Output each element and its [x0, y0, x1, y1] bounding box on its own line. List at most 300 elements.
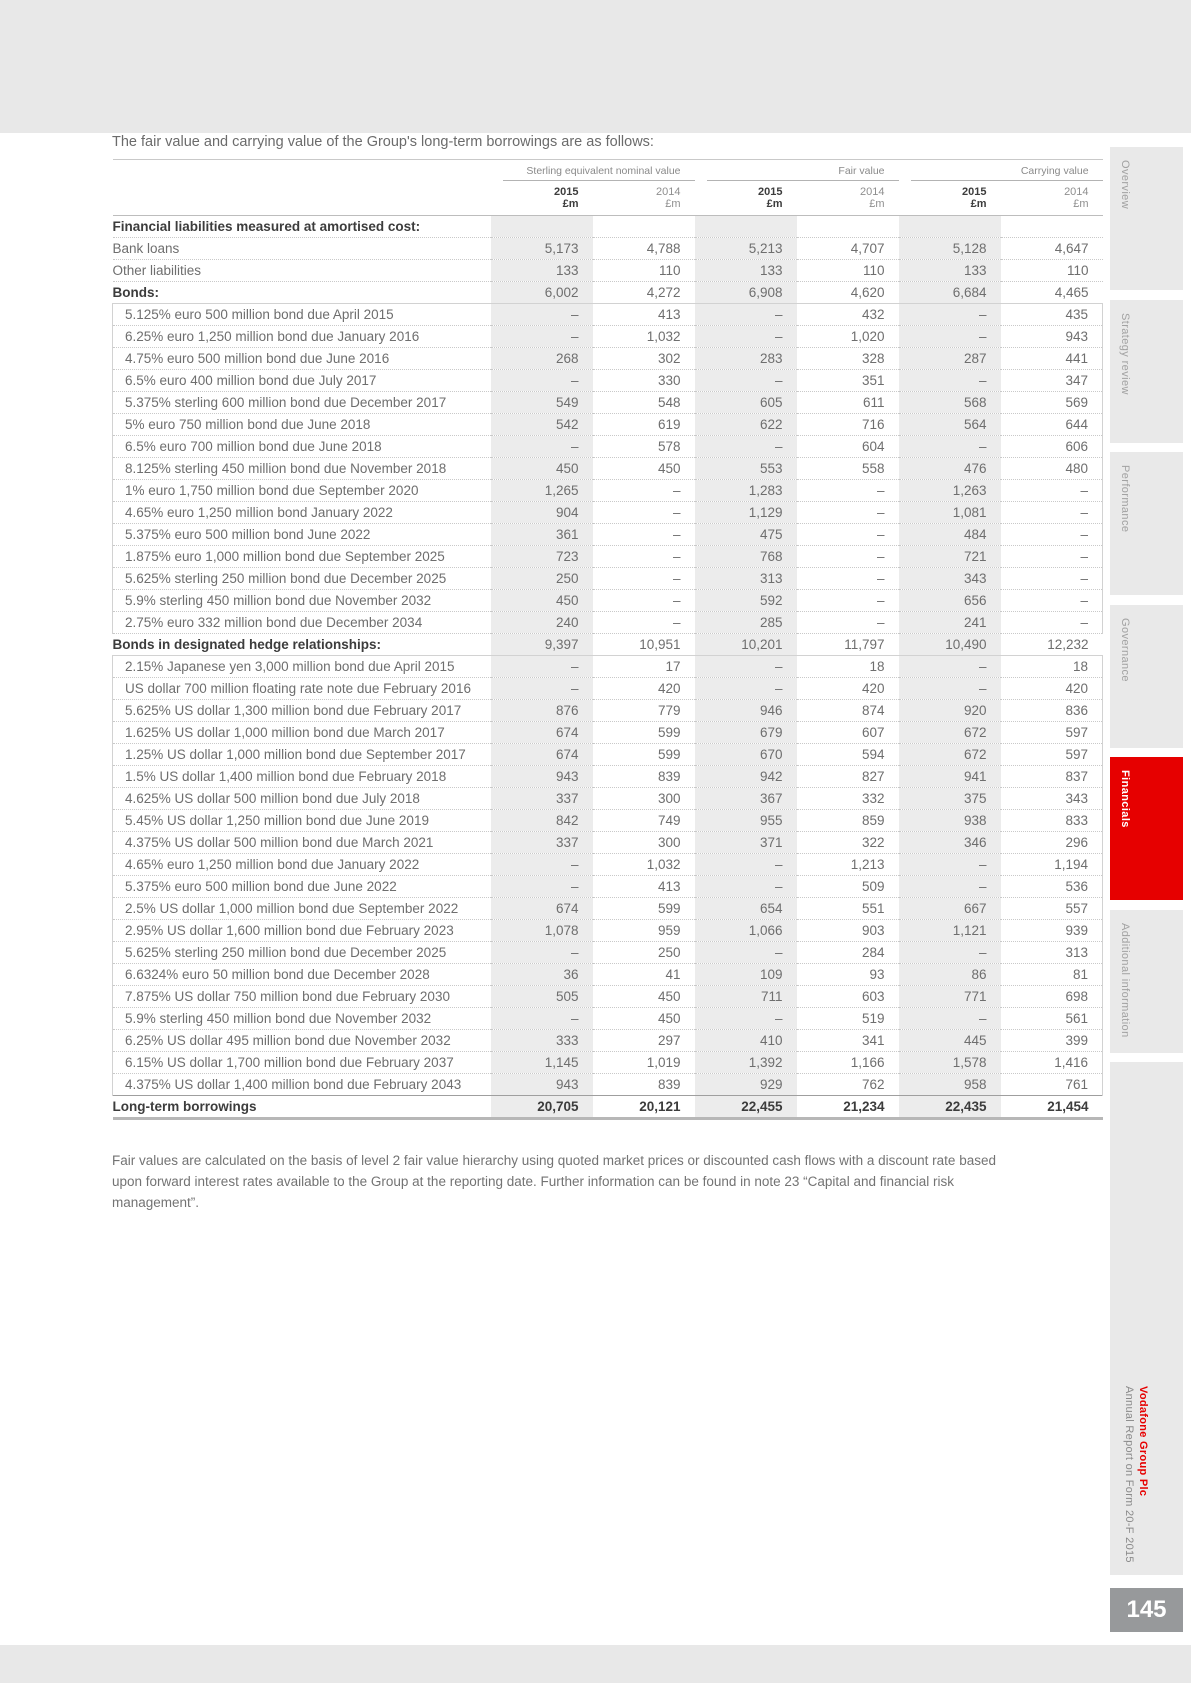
row-value: –: [695, 436, 797, 458]
row-value: 578: [593, 436, 695, 458]
row-value: 297: [593, 1030, 695, 1052]
table-row: [113, 722, 1103, 744]
row-value: 337: [491, 788, 593, 810]
row-value: [593, 216, 695, 238]
row-value: 296: [1001, 832, 1103, 854]
row-value: –: [1001, 502, 1103, 524]
row-value: –: [593, 612, 695, 634]
row-value: –: [1001, 612, 1103, 634]
row-value: 110: [797, 260, 899, 282]
year-header: 2014: [1064, 186, 1089, 198]
row-value: 1,578: [899, 1052, 1001, 1074]
row-value: 558: [797, 458, 899, 480]
row-value: 656: [899, 590, 1001, 612]
row-value: 93: [797, 964, 899, 986]
table-row: [113, 348, 1103, 370]
table-row: [113, 700, 1103, 722]
row-value: 21,454: [1001, 1096, 1103, 1119]
brand-report-title: Annual Report on Form 20-F 2015: [1123, 1386, 1135, 1563]
table-row: [113, 854, 1103, 876]
row-value: –: [1001, 480, 1103, 502]
sidebar-tab-label: Performance: [1119, 465, 1131, 533]
row-value: 654: [695, 898, 797, 920]
row-value: 551: [797, 898, 899, 920]
row-value: 133: [899, 260, 1001, 282]
row-value: 779: [593, 700, 695, 722]
row-value: 1,121: [899, 920, 1001, 942]
row-value: 36: [491, 964, 593, 986]
row-value: 939: [1001, 920, 1103, 942]
row-value: 413: [593, 304, 695, 326]
table-row: [113, 920, 1103, 942]
row-value: 4,788: [593, 238, 695, 260]
row-value: –: [491, 436, 593, 458]
row-value: 1,066: [695, 920, 797, 942]
row-value: 943: [491, 766, 593, 788]
row-value: 946: [695, 700, 797, 722]
row-value: 133: [695, 260, 797, 282]
table-row: [113, 1096, 1103, 1119]
row-value: 597: [1001, 744, 1103, 766]
row-value: 604: [797, 436, 899, 458]
table-row: [113, 1008, 1103, 1030]
table-row: [113, 744, 1103, 766]
row-value: 874: [797, 700, 899, 722]
row-value: 313: [1001, 942, 1103, 964]
row-label: 5.125% euro 500 million bond due April 2015: [113, 304, 491, 326]
label-column-header: [113, 160, 491, 182]
row-value: –: [695, 876, 797, 898]
row-value: 603: [797, 986, 899, 1008]
row-value: –: [491, 326, 593, 348]
row-value: 361: [491, 524, 593, 546]
row-label: 1.5% US dollar 1,400 million bond due February 2018: [113, 766, 491, 788]
row-value: 4,272: [593, 282, 695, 304]
row-value: 716: [797, 414, 899, 436]
row-label: 1.25% US dollar 1,000 million bond due September 2017: [113, 744, 491, 766]
table-row: [113, 260, 1103, 282]
row-value: 330: [593, 370, 695, 392]
row-value: 4,707: [797, 238, 899, 260]
row-value: 476: [899, 458, 1001, 480]
row-value: 553: [695, 458, 797, 480]
row-value: 337: [491, 832, 593, 854]
row-value: 1,213: [797, 854, 899, 876]
table-row: [113, 810, 1103, 832]
row-value: –: [491, 304, 593, 326]
row-value: 723: [491, 546, 593, 568]
row-value: 86: [899, 964, 1001, 986]
row-label: 6.5% euro 700 million bond due June 2018: [113, 436, 491, 458]
row-value: –: [1001, 524, 1103, 546]
row-value: 833: [1001, 810, 1103, 832]
row-value: 250: [593, 942, 695, 964]
section-sidebar: [1110, 0, 1183, 1683]
table-row: [113, 788, 1103, 810]
row-value: 11,797: [797, 634, 899, 656]
row-label: 6.25% US dollar 495 million bond due November 2032: [113, 1030, 491, 1052]
report-branding: [1122, 1386, 1150, 1563]
row-value: –: [695, 678, 797, 700]
row-value: 250: [491, 568, 593, 590]
footnote-text: Fair values are calculated on the basis of level 2 fair value hierarchy using quoted market prices or discounted cash flows with a discount rate based upon forward interest rates available to the Group at the reporting date. Further information can be found in note 23 “Capital and financial risk management”.: [112, 1153, 996, 1210]
row-label: 7.875% US dollar 750 million bond due February 2030: [113, 986, 491, 1008]
row-value: 1,020: [797, 326, 899, 348]
row-value: 333: [491, 1030, 593, 1052]
unit-header: £m: [695, 198, 797, 216]
row-value: 240: [491, 612, 593, 634]
row-value: –: [593, 524, 695, 546]
column-group-label: Fair value: [695, 160, 899, 182]
table-row: [113, 568, 1103, 590]
table-row: [113, 304, 1103, 326]
column-group-label: Carrying value: [899, 160, 1103, 182]
row-value: 674: [491, 722, 593, 744]
table-row: [113, 766, 1103, 788]
row-label: 2.15% Japanese yen 3,000 million bond due April 2015: [113, 656, 491, 678]
row-value: 1,194: [1001, 854, 1103, 876]
row-value: –: [797, 502, 899, 524]
row-label: 5.375% euro 500 million bond June 2022: [113, 524, 491, 546]
row-value: 605: [695, 392, 797, 414]
row-value: 557: [1001, 898, 1103, 920]
row-label: 6.6324% euro 50 million bond due December 2028: [113, 964, 491, 986]
row-value: 420: [1001, 678, 1103, 700]
table-row: [113, 458, 1103, 480]
row-value: 943: [1001, 326, 1103, 348]
row-label: 5.625% sterling 250 million bond due December 2025: [113, 568, 491, 590]
table-row: [113, 436, 1103, 458]
row-value: 20,705: [491, 1096, 593, 1119]
sidebar-tab-label: Financials: [1119, 770, 1131, 828]
table-row: [113, 480, 1103, 502]
row-value: 1,032: [593, 326, 695, 348]
row-value: –: [491, 854, 593, 876]
row-value: –: [899, 678, 1001, 700]
row-value: 347: [1001, 370, 1103, 392]
row-label: 5.375% sterling 600 million bond due December 2017: [113, 392, 491, 414]
row-value: 1,166: [797, 1052, 899, 1074]
brand-company-name: Vodafone Group Plc: [1137, 1386, 1149, 1497]
row-label: 5.9% sterling 450 million bond due November 2032: [113, 1008, 491, 1030]
table-row: [113, 524, 1103, 546]
row-value: –: [797, 524, 899, 546]
row-value: 435: [1001, 304, 1103, 326]
row-value: 18: [1001, 656, 1103, 678]
row-value: 12,232: [1001, 634, 1103, 656]
row-value: 836: [1001, 700, 1103, 722]
row-label: 6.15% US dollar 1,700 million bond due February 2037: [113, 1052, 491, 1074]
table-row: [113, 832, 1103, 854]
row-value: 929: [695, 1074, 797, 1096]
row-value: 4,620: [797, 282, 899, 304]
row-value: –: [797, 546, 899, 568]
sidebar-tab-financials[interactable]: [1110, 757, 1183, 900]
row-value: –: [491, 942, 593, 964]
row-value: –: [899, 304, 1001, 326]
row-value: [899, 216, 1001, 238]
row-label: 4.625% US dollar 500 million bond due July 2018: [113, 788, 491, 810]
row-value: –: [491, 370, 593, 392]
row-value: 432: [797, 304, 899, 326]
row-value: 450: [593, 986, 695, 1008]
row-value: –: [491, 876, 593, 898]
row-value: 450: [491, 458, 593, 480]
row-value: [1001, 216, 1103, 238]
row-value: 285: [695, 612, 797, 634]
row-label: 6.25% euro 1,250 million bond due January 2016: [113, 326, 491, 348]
row-value: 371: [695, 832, 797, 854]
sidebar-tab-strategy-review[interactable]: [1110, 300, 1183, 443]
table-row: [113, 502, 1103, 524]
row-value: –: [695, 326, 797, 348]
row-value: 10,201: [695, 634, 797, 656]
row-value: 110: [593, 260, 695, 282]
row-value: 1,283: [695, 480, 797, 502]
row-value: 328: [797, 348, 899, 370]
row-value: 41: [593, 964, 695, 986]
row-value: 332: [797, 788, 899, 810]
row-label: US dollar 700 million floating rate note due February 2016: [113, 678, 491, 700]
row-value: 1,019: [593, 1052, 695, 1074]
row-value: 904: [491, 502, 593, 524]
row-label: 4.375% US dollar 1,400 million bond due February 2043: [113, 1074, 491, 1096]
table-row: [113, 876, 1103, 898]
row-value: 375: [899, 788, 1001, 810]
unit-header: £m: [797, 198, 899, 216]
row-value: –: [491, 1008, 593, 1030]
table-row: [113, 898, 1103, 920]
row-value: –: [899, 370, 1001, 392]
row-value: –: [797, 590, 899, 612]
row-value: 599: [593, 898, 695, 920]
row-value: 450: [593, 1008, 695, 1030]
row-value: 6,684: [899, 282, 1001, 304]
row-value: –: [593, 568, 695, 590]
row-value: –: [899, 1008, 1001, 1030]
row-value: 1,263: [899, 480, 1001, 502]
row-value: 399: [1001, 1030, 1103, 1052]
row-value: –: [797, 612, 899, 634]
row-value: 768: [695, 546, 797, 568]
sidebar-tab-additional-information[interactable]: [1110, 910, 1183, 1053]
top-margin-band: [0, 0, 1191, 133]
row-value: 109: [695, 964, 797, 986]
row-value: 943: [491, 1074, 593, 1096]
row-value: 480: [1001, 458, 1103, 480]
table-row: [113, 656, 1103, 678]
row-value: [695, 216, 797, 238]
row-value: 837: [1001, 766, 1103, 788]
row-value: –: [899, 656, 1001, 678]
row-label: 4.65% euro 1,250 million bond due January 2022: [113, 854, 491, 876]
row-value: –: [695, 656, 797, 678]
unit-header: £m: [899, 198, 1001, 216]
row-value: 420: [593, 678, 695, 700]
row-label: Bonds:: [113, 282, 491, 304]
row-label: Long-term borrowings: [113, 1096, 491, 1119]
row-value: 300: [593, 788, 695, 810]
row-value: 599: [593, 744, 695, 766]
row-label: Other liabilities: [113, 260, 491, 282]
row-value: –: [899, 326, 1001, 348]
row-value: 5,173: [491, 238, 593, 260]
row-value: 410: [695, 1030, 797, 1052]
row-value: 10,951: [593, 634, 695, 656]
table-row: [113, 986, 1103, 1008]
row-value: 20,121: [593, 1096, 695, 1119]
row-value: 607: [797, 722, 899, 744]
row-value: 619: [593, 414, 695, 436]
row-value: 4,647: [1001, 238, 1103, 260]
row-value: 21,234: [797, 1096, 899, 1119]
sidebar-tab-governance[interactable]: [1110, 605, 1183, 748]
row-value: 6,002: [491, 282, 593, 304]
row-value: –: [797, 568, 899, 590]
table-row: [113, 326, 1103, 348]
row-value: 938: [899, 810, 1001, 832]
row-value: 1,265: [491, 480, 593, 502]
table-row: [113, 678, 1103, 700]
table-header: [113, 160, 1103, 216]
row-value: –: [593, 480, 695, 502]
row-value: 679: [695, 722, 797, 744]
row-value: 413: [593, 876, 695, 898]
row-value: 842: [491, 810, 593, 832]
bottom-margin-band: [0, 1645, 1191, 1683]
row-value: 445: [899, 1030, 1001, 1052]
row-value: 10,490: [899, 634, 1001, 656]
row-label: 5.625% sterling 250 million bond due December 2025: [113, 942, 491, 964]
row-value: 341: [797, 1030, 899, 1052]
row-value: 1,032: [593, 854, 695, 876]
row-value: 284: [797, 942, 899, 964]
row-label: 4.75% euro 500 million bond due June 2016: [113, 348, 491, 370]
row-label: 5.375% euro 500 million bond due June 2022: [113, 876, 491, 898]
row-value: 81: [1001, 964, 1103, 986]
row-value: 599: [593, 722, 695, 744]
row-value: –: [899, 436, 1001, 458]
row-value: –: [899, 854, 1001, 876]
row-label: 1% euro 1,750 million bond due September 2020: [113, 480, 491, 502]
row-value: 611: [797, 392, 899, 414]
sidebar-tab-label: Overview: [1119, 160, 1131, 210]
row-value: 903: [797, 920, 899, 942]
row-value: 674: [491, 744, 593, 766]
page-number-badge: [1110, 1588, 1183, 1632]
row-value: 287: [899, 348, 1001, 370]
row-value: –: [593, 502, 695, 524]
row-label: 4.375% US dollar 500 million bond due March 2021: [113, 832, 491, 854]
table-row: [113, 546, 1103, 568]
row-value: –: [695, 304, 797, 326]
row-value: 283: [695, 348, 797, 370]
row-value: 5,128: [899, 238, 1001, 260]
unit-header: £m: [593, 198, 695, 216]
table-row: [113, 1052, 1103, 1074]
row-value: 536: [1001, 876, 1103, 898]
table-row: [113, 238, 1103, 260]
row-value: –: [797, 480, 899, 502]
row-value: 597: [1001, 722, 1103, 744]
column-group-label: Sterling equivalent nominal value: [491, 160, 695, 182]
row-value: 564: [899, 414, 1001, 436]
row-value: 1,129: [695, 502, 797, 524]
year-header: 2015: [758, 186, 783, 198]
row-value: 505: [491, 986, 593, 1008]
table-row: [113, 414, 1103, 436]
row-value: 644: [1001, 414, 1103, 436]
row-label: 5.45% US dollar 1,250 million bond due June 2019: [113, 810, 491, 832]
row-value: 721: [899, 546, 1001, 568]
row-label: 1.875% euro 1,000 million bond due September 2025: [113, 546, 491, 568]
row-value: 351: [797, 370, 899, 392]
page-number: 145: [1126, 1596, 1167, 1623]
row-value: 110: [1001, 260, 1103, 282]
row-value: –: [1001, 590, 1103, 612]
intro-text: The fair value and carrying value of the Group's long-term borrowings are as follows:: [112, 134, 654, 150]
row-label: 2.5% US dollar 1,000 million bond due September 2022: [113, 898, 491, 920]
row-value: 568: [899, 392, 1001, 414]
row-value: 561: [1001, 1008, 1103, 1030]
row-value: 343: [899, 568, 1001, 590]
row-value: 241: [899, 612, 1001, 634]
row-value: 450: [593, 458, 695, 480]
row-value: 302: [593, 348, 695, 370]
row-value: [491, 216, 593, 238]
row-value: 762: [797, 1074, 899, 1096]
row-value: 343: [1001, 788, 1103, 810]
row-value: 594: [797, 744, 899, 766]
sidebar-tab-performance[interactable]: [1110, 452, 1183, 595]
unit-header: £m: [1001, 198, 1103, 216]
row-value: 484: [899, 524, 1001, 546]
row-value: 346: [899, 832, 1001, 854]
row-label: Bank loans: [113, 238, 491, 260]
row-value: 674: [491, 898, 593, 920]
row-label: Bonds in designated hedge relationships:: [113, 634, 491, 656]
row-value: 6,908: [695, 282, 797, 304]
row-value: 959: [593, 920, 695, 942]
row-label: 8.125% sterling 450 million bond due November 2018: [113, 458, 491, 480]
row-value: 667: [899, 898, 1001, 920]
row-value: 876: [491, 700, 593, 722]
row-label: 5.625% US dollar 1,300 million bond due February 2017: [113, 700, 491, 722]
table-row: [113, 612, 1103, 634]
row-value: 322: [797, 832, 899, 854]
row-value: 672: [899, 744, 1001, 766]
row-value: 920: [899, 700, 1001, 722]
table-body: [113, 216, 1103, 1119]
row-value: 1,416: [1001, 1052, 1103, 1074]
table-row: [113, 964, 1103, 986]
row-value: 711: [695, 986, 797, 1008]
table-row: [113, 282, 1103, 304]
row-value: 9,397: [491, 634, 593, 656]
row-value: 761: [1001, 1074, 1103, 1096]
table-row: [113, 1074, 1103, 1096]
table-row: [113, 942, 1103, 964]
row-value: 1,145: [491, 1052, 593, 1074]
row-value: –: [695, 370, 797, 392]
sidebar-tab-overview[interactable]: [1110, 147, 1183, 290]
row-value: 549: [491, 392, 593, 414]
row-value: 592: [695, 590, 797, 612]
row-value: 17: [593, 656, 695, 678]
row-value: 827: [797, 766, 899, 788]
sidebar-tab-label: Strategy review: [1119, 313, 1131, 395]
row-value: 569: [1001, 392, 1103, 414]
